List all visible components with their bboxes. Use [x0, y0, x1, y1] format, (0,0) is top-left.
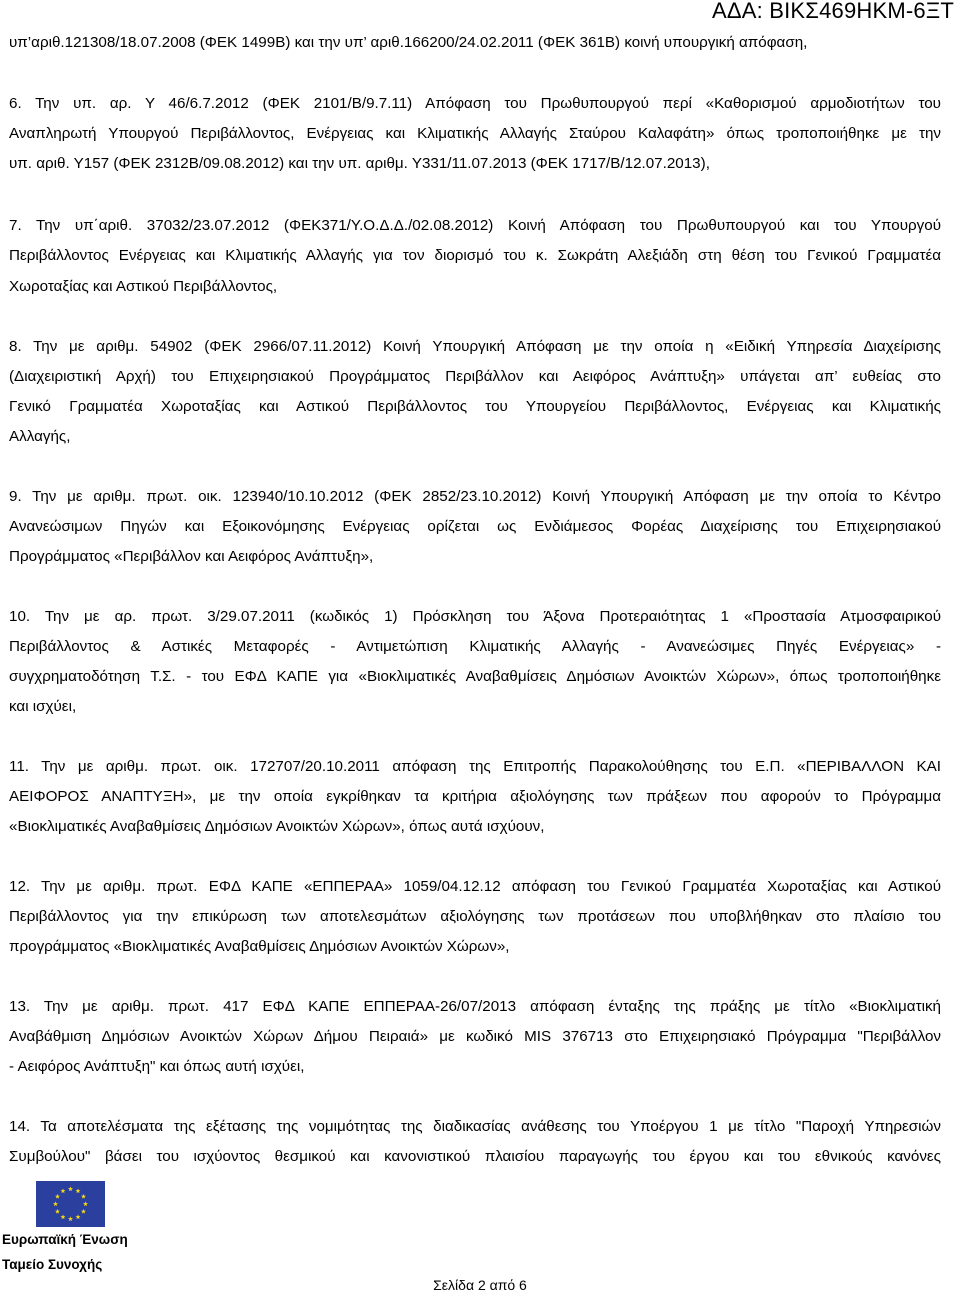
org-fund: Ταμείο Συνοχής [2, 1257, 103, 1272]
text-line: 13. Την με αριθμ. πρωτ. 417 ΕΦΔ ΚΑΠΕ ΕΠΠΕΡΑΑ-26/07/2013 απόφαση ένταξης της πράξης με τίτλο «Βιοκλιματική [9, 998, 941, 1015]
text-line: συγχρηματοδότηση Τ.Σ. - του ΕΦΔ ΚΑΠΕ για «Βιοκλιματικές Αναβαθμίσεις Δημόσιων Ανοικτών Χώρων», όπως τροποποιήθηκε [9, 668, 941, 685]
text-line: 12. Την με αριθμ. πρωτ. ΕΦΔ ΚΑΠΕ «ΕΠΠΕΡΑΑ» 1059/04.12.12 απόφαση του Γενικού Γραμματέα Χωροταξίας και Αστικού [9, 878, 941, 895]
text-line: (Διαχειριστική Αρχή) του Επιχειρησιακού Προγράμματος Περιβάλλον και Αειφόρος Ανάπτυξη» υπάγεται απ’ ευθείας στο [9, 368, 941, 385]
text-line: υπ. αριθ. Υ157 (ΦΕΚ 2312Β/09.08.2012) και την υπ. αριθμ. Υ331/11.07.2013 (ΦΕΚ 1717/Β/12.07.2013), [9, 155, 710, 172]
text-line: 10. Την με αρ. πρωτ. 3/29.07.2011 (κωδικός 1) Πρόσκληση του Άξονα Προτεραιότητας 1 «Προστασία Ατμοσφαιρικού [9, 608, 941, 625]
text-line: Ανανεώσιμων Πηγών και Εξοικονόμησης Ενέργειας ορίζεται ως Ενδιάμεσος Φορέας Διαχείρισης του Επιχειρησιακού [9, 518, 941, 535]
org-name: Ευρωπαϊκή Ένωση [2, 1232, 128, 1247]
text-line: - Αειφόρος Ανάπτυξη" και όπως αυτή ισχύει, [9, 1058, 305, 1075]
text-line: 7. Την υπ΄αριθ. 37032/23.07.2012 (ΦΕΚ371/Υ.Ο.Δ.Δ./02.08.2012) Κοινή Απόφαση του Πρωθυπουργού και του Υπουργού [9, 217, 941, 234]
text-line: Αναπληρωτή Υπουργού Περιβάλλοντος, Ενέργειας και Κλιματικής Αλλαγής Σταύρου Καλαφάτη» όπως τροποποιήθηκε με την [9, 125, 941, 142]
text-line: Αναβάθμιση Δημόσιων Ανοικτών Χώρων Δήμου Πειραιά» με κωδικό MIS 376713 στο Επιχειρησιακό Πρόγραμμα "Περιβάλλον [9, 1028, 941, 1045]
text-line: 9. Την με αριθμ. πρωτ. οικ. 123940/10.10.2012 (ΦΕΚ 2852/23.10.2012) Κοινή Υπουργική Απόφαση με την οποία το Κέντρο [9, 488, 941, 505]
text-line: 6. Την υπ. αρ. Υ 46/6.7.2012 (ΦΕΚ 2101/Β/9.7.11) Απόφαση του Πρωθυπουργού περί «Καθορισμού αρμοδιοτήτων του [9, 95, 941, 112]
text-line: Χωροταξίας και Αστικού Περιβάλλοντος, [9, 278, 278, 295]
text-line: Προγράμματος «Περιβάλλον και Αειφόρος Ανάπτυξη», [9, 548, 374, 565]
text-line: Γενικό Γραμματέα Χωροταξίας και Αστικού Περιβάλλοντος του Υπουργείου Περιβάλλοντος, Ενέργειας και Κλιματικής [9, 398, 941, 415]
text-line: 14. Τα αποτελέσματα της εξέτασης της νομιμότητας της διαδικασίας ανάθεσης του Υποέργου 1 με τίτλο "Παροχή Υπηρεσιών [9, 1118, 941, 1135]
text-line: Αλλαγής, [9, 428, 71, 445]
text-line: Περιβάλλοντος Ενέργειας και Κλιματικής Αλλαγής για τον διορισμό του κ. Σωκράτη Αλεξιάδη στη θέση του Γενικού Γραμματέα [9, 247, 941, 264]
text-line: ΑΕΙΦΟΡΟΣ ΑΝΑΠΤΥΞΗ», με την οποία εγκρίθηκαν τα κριτήρια αξιολόγησης των πράξεων που αφορούν το Πρόγραμμα [9, 788, 941, 805]
text-line: 8. Την με αριθμ. 54902 (ΦΕΚ 2966/07.11.2012) Κοινή Υπουργική Απόφαση με την οποία η «Ειδική Υπηρεσία Διαχείρισης [9, 338, 941, 355]
text-line: Συμβούλου" βάσει του ισχύοντος θεσμικού και κανονιστικού πλαισίου παραγωγής του έργου και του εθνικούς κανόνες [9, 1148, 941, 1165]
ada-code: ΑΔΑ: ΒΙΚΣ469ΗΚΜ-6ΞΤ [711, 0, 954, 23]
text-line: και ισχύει, [9, 698, 77, 715]
text-line: υπ’αριθ.121308/18.07.2008 (ΦΕΚ 1499Β) και την υπ’ αριθ.166200/24.02.2011 (ΦΕΚ 361Β) κοινή υπουργική απόφαση, [9, 34, 808, 51]
text-line: Περιβάλλοντος για την επικύρωση των αποτελεσμάτων αξιολόγησης των προτάσεων που υποβλήθηκαν στο πλαίσιο του [9, 908, 941, 925]
page-number: Σελίδα 2 από 6 [433, 1277, 527, 1293]
text-line: προγράμματος «Βιοκλιματικές Αναβαθμίσεις Δημόσιων Ανοικτών Χώρων», [9, 938, 510, 955]
text-line: «Βιοκλιματικές Αναβαθμίσεις Δημόσιων Ανοικτών Χώρων», όπως αυτά ισχύουν, [9, 818, 545, 835]
text-line: 11. Την με αριθμ. πρωτ. οικ. 172707/20.10.2011 απόφαση της Επιτροπής Παρακολούθησης του Ε.Π. «ΠΕΡΙΒΑΛΛΟΝ ΚΑΙ [9, 758, 941, 775]
eu-flag-icon [36, 1181, 105, 1227]
text-line: Περιβάλλοντος & Αστικές Μεταφορές - Αντιμετώπιση Κλιματικής Αλλαγής - Ανανεώσιμες Πηγές Ενέργειας» - [9, 638, 941, 655]
